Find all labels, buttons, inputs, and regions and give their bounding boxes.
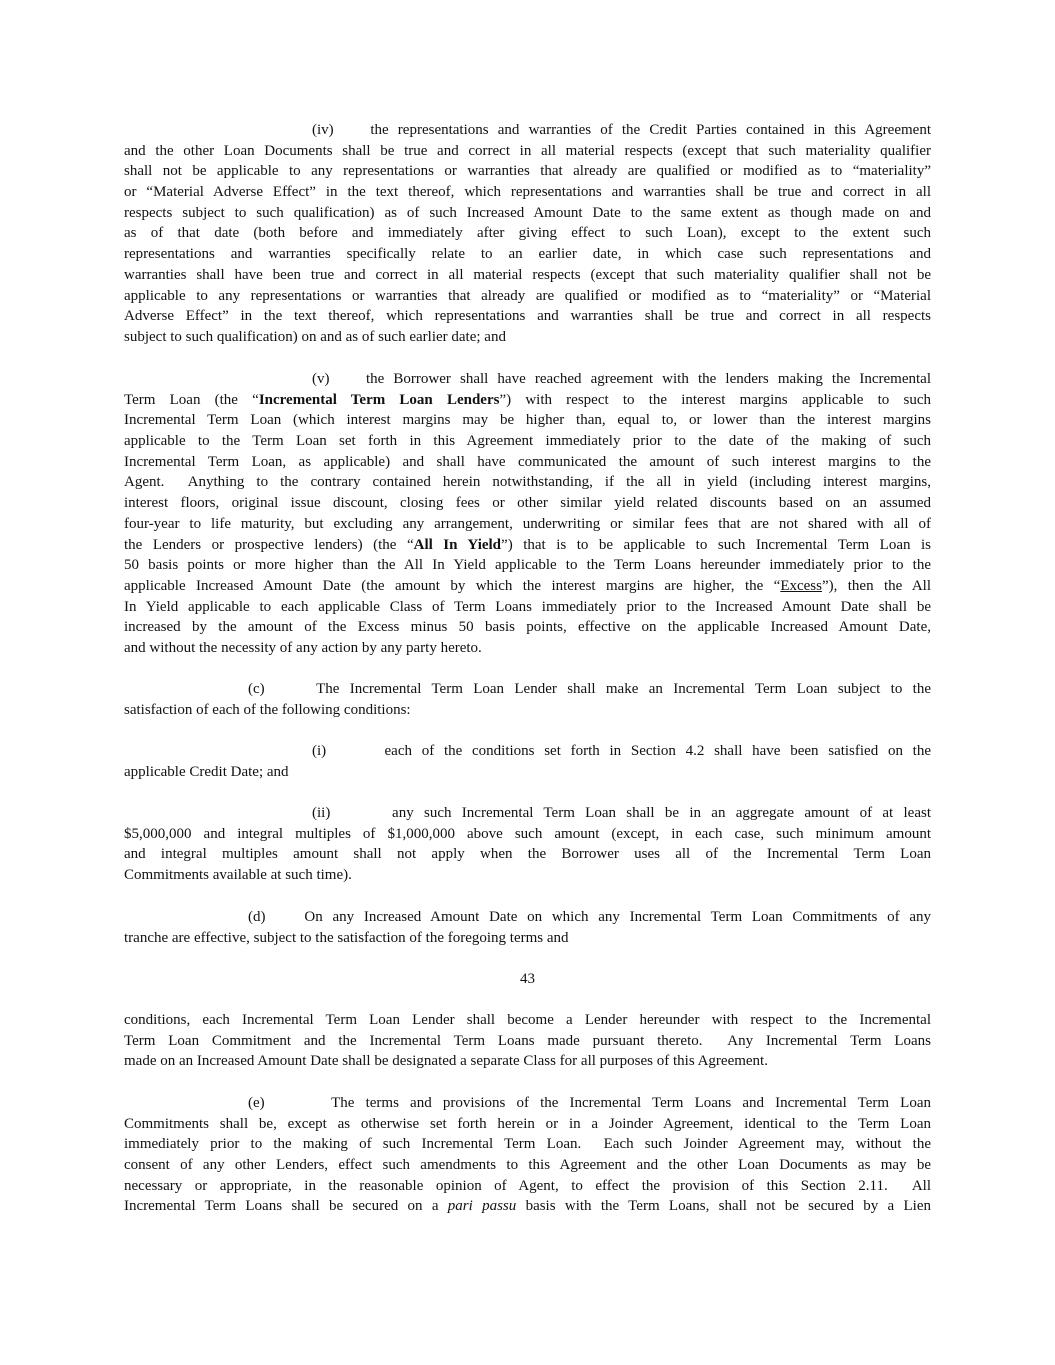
text-line: Incremental Term Loan, as applicable) and shall have communicated the amount of such interest margins to the xyxy=(124,453,931,470)
text-line: Commitments available at such time). xyxy=(124,867,352,884)
text-line: consent of any other Lenders, effect such amendments to this Agreement and the other Loan Documents as may be xyxy=(124,1157,931,1174)
text-segment: ”), then the All xyxy=(821,577,931,594)
text-line: or “Material Adverse Effect” in the text thereof, which representations and warranties shall be true and correct in all xyxy=(124,184,931,201)
defined-term: All In Yield xyxy=(413,536,502,553)
text-line: satisfaction of each of the following conditions: xyxy=(124,701,411,718)
text-line: subject to such qualification) on and as of such earlier date; and xyxy=(124,328,506,345)
text-line: Agent. Anything to the contrary contained herein notwithstanding, if the all in yield (including interest margins, xyxy=(124,474,931,491)
clause-v xyxy=(124,369,931,659)
text-line: (v) the Borrower shall have reached agreement with the lenders making the Incremental xyxy=(312,371,931,387)
text-line: In Yield applicable to each applicable Class of Term Loans immediately prior to the Increased Amount Date shall be xyxy=(124,598,931,615)
text-line: increased by the amount of the Excess minus 50 basis points, effective on the applicable Increased Amount Date, xyxy=(124,619,931,636)
text-line: as of that date (both before and immediately after giving effect to such Loan), except to the extent such xyxy=(124,225,931,242)
text-line: and the other Loan Documents shall be true and correct in all material respects (except that such materiality qualifier xyxy=(124,142,931,159)
text-segment: Incremental Term Loans shall be secured on a xyxy=(124,1198,448,1215)
text-line: (iv) the representations and warranties of the Credit Parties contained in this Agreement xyxy=(312,122,931,138)
text-segment: applicable Increased Amount Date (the amount by which the interest margins are higher, the “ xyxy=(124,577,781,594)
text-line: interest floors, original issue discount, closing fees or other similar yield related discounts based on an assumed xyxy=(124,495,931,512)
clause-d-continued xyxy=(124,1010,931,1072)
text-segment: ”) with respect to the interest margins applicable to such xyxy=(499,391,931,408)
text-line: and integral multiples amount shall not apply when the Borrower uses all of the Incremental Term Loan xyxy=(124,846,931,863)
clause-d xyxy=(124,907,931,948)
text-line xyxy=(124,535,931,556)
text-line: $5,000,000 and integral multiples of $1,000,000 above such amount (except, in each case, such minimum amount xyxy=(124,825,931,842)
text-line: (d) On any Increased Amount Date on which any Incremental Term Loan Commitments of any xyxy=(248,909,931,925)
clause-iv xyxy=(124,120,931,348)
clause-c-i xyxy=(124,741,931,782)
text-segment: ”) that is to be applicable to such Incremental Term Loan is xyxy=(501,536,931,553)
defined-term: Incremental Term Loan Lenders xyxy=(258,391,500,408)
text-line: (e) The terms and provisions of the Incremental Term Loans and Incremental Term Loan xyxy=(248,1095,931,1111)
text-line: necessary or appropriate, in the reasonable opinion of Agent, to effect the provision of this Section 2.11. All xyxy=(124,1177,931,1194)
text-line xyxy=(124,390,931,411)
page-number: 43 xyxy=(520,971,535,987)
text-line: applicable Credit Date; and xyxy=(124,763,289,780)
text-line: Commitments shall be, except as otherwise set forth herein or in a Joinder Agreement, identical to the Term Loan xyxy=(124,1115,931,1132)
clause-e xyxy=(124,1093,931,1217)
text-line: representations and warranties specifically relate to an earlier date, in which case such representations and xyxy=(124,246,931,263)
text-line: Incremental Term Loan (which interest margins may be higher than, equal to, or lower than the interest margins xyxy=(124,412,931,429)
underlined-term: Excess xyxy=(780,577,822,594)
text-line: conditions, each Incremental Term Loan Lender shall become a Lender hereunder with respect to the Incremental xyxy=(124,1012,931,1028)
text-line: made on an Increased Amount Date shall be designated a separate Class for all purposes of this Agreement. xyxy=(124,1053,768,1070)
text-segment: Term Loan (the “ xyxy=(124,391,259,408)
text-line: Adverse Effect” in the text thereof, which representations and warranties shall be true and correct in all respects xyxy=(124,308,931,325)
text-line: tranche are effective, subject to the satisfaction of the foregoing terms and xyxy=(124,929,569,946)
text-line: applicable to the Term Loan set forth in this Agreement immediately prior to the date of the making of such xyxy=(124,433,931,450)
text-line: applicable to any representations or warranties that already are qualified or modified as to “materiality” or “Material xyxy=(124,287,931,304)
text-line: and without the necessity of any action by any party hereto. xyxy=(124,639,482,656)
text-line: immediately prior to the making of such Incremental Term Loan. Each such Joinder Agreement may, without the xyxy=(124,1136,931,1153)
text-line: four-year to life maturity, but excluding any arrangement, underwriting or similar fees that are not shared with all of xyxy=(124,515,931,532)
text-line: (c) The Incremental Term Loan Lender shall make an Incremental Term Loan subject to the xyxy=(248,681,931,697)
italic-term: pari passu xyxy=(447,1198,517,1215)
text-line: shall not be applicable to any representations or warranties that already are qualified or modified as to “materiality” xyxy=(124,163,931,180)
text-segment: basis with the Term Loans, shall not be secured by a Lien xyxy=(516,1198,931,1215)
text-line: (ii) any such Incremental Term Loan shall be in an aggregate amount of at least xyxy=(312,805,931,821)
text-line: warranties shall have been true and correct in all material respects (except that such materiality qualifier shall not be xyxy=(124,266,931,283)
text-line xyxy=(124,576,931,597)
clause-c xyxy=(124,679,931,720)
text-line: (i) each of the conditions set forth in Section 4.2 shall have been satisfied on the xyxy=(312,743,931,759)
text-line xyxy=(124,1196,931,1217)
text-line: respects subject to such qualification) as of such Increased Amount Date to the same extent as though made on and xyxy=(124,204,931,221)
text-segment: the Lenders or prospective lenders) (the “ xyxy=(124,536,414,553)
clause-c-ii xyxy=(124,803,931,886)
text-line: 50 basis points or more higher than the All In Yield applicable to the Term Loans hereunder immediately prior to the xyxy=(124,557,931,574)
text-line: Term Loan Commitment and the Incremental Term Loans made pursuant thereto. Any Incremental Term Loans xyxy=(124,1032,931,1049)
